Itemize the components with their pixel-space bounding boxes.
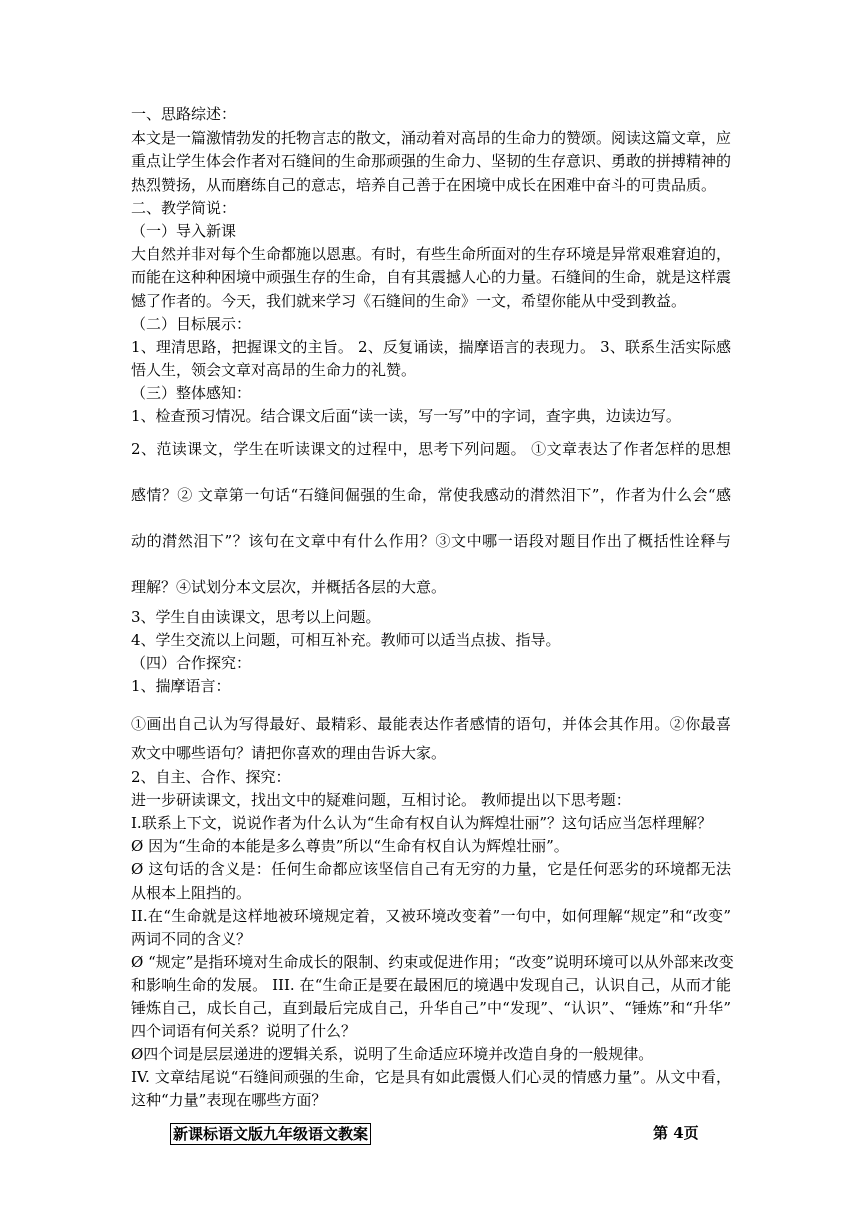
paragraph-line: 2、范读课文，学生在听读课文的过程中，思考下列问题。 ①文章表达了作者怎样的思想 [131, 440, 731, 458]
paragraph-line: 感情？② 文章第一句话“石缝间倔强的生命，常使我感动的潸然泪下”，作者为什么会“感 [131, 486, 731, 504]
paragraph-line: 本文是一篇激情勃发的托物言志的散文，涌动着对高昂的生命力的赞颂。阅读这篇文章，应 [131, 129, 732, 147]
question-line: 这种“力量”表现在哪些方面？ [131, 1091, 327, 1109]
subsection-heading: （三）整体感知： [131, 384, 252, 402]
paragraph-line: 大自然并非对每个生命都施以恩惠。有时，有些生命所面对的生存环境是异常艰难窘迫的， [131, 245, 732, 263]
subsection-heading: （四）合作探究： [131, 654, 252, 672]
paragraph-line: 1、检查预习情况。结合课文后面“读一读，写一写”中的字词，查字典，边读边写。 [131, 407, 681, 425]
paragraph-line: 重点让学生体会作者对石缝间的生命那顽强的生命力、坚韧的生存意识、勇敢的拼搏精神的 [131, 152, 732, 170]
paragraph-line: 而能在这种种困境中顽强生存的生命，自有其震撼人心的力量。石缝间的生命，就是这样震 [131, 268, 732, 286]
section-heading: 一、思路综述： [131, 105, 237, 123]
question-line: 四个词语有何关系？说明了什么？ [131, 1022, 357, 1040]
page-number: 第 4页 [653, 1124, 699, 1142]
subsection-heading: （二）目标展示： [131, 315, 252, 333]
paragraph-line: 憾了作者的。今天，我们就来学习《石缝间的生命》一文，希望你能从中受到教益。 [131, 292, 687, 310]
paragraph-line: 理解？④试划分本文层次，并概括各层的大意。 [131, 578, 447, 596]
question-line: IV. 文章结尾说“石缝间顽强的生命，它是具有如此震慑人们心灵的情感力量”。从文中看， [131, 1068, 731, 1086]
answer-line: Ø 这句话的含义是：任何生命都应该坚信自己有无穷的力量，它是任何恶劣的环境都无法 [131, 860, 731, 878]
paragraph-line: 动的潸然泪下”？该句在文章中有什么作用？③文中哪一语段对题目作出了概括性诠释与 [131, 532, 731, 550]
question-line: 锤炼自己，成长自己，直到最后完成自己，升华自己”中“发现”、“认识”、“锤炼”和“升华” [131, 999, 731, 1017]
subsection-heading: （一）导入新课 [131, 222, 237, 240]
paragraph-line: 悟人生，领会文章对高昂的生命力的礼赞。 [131, 361, 417, 379]
answer-line: 和影响生命的发展。 III. 在“生命正是要在最困厄的境遇中发现自己，认识自己，从而才能 [131, 976, 731, 994]
answer-line: Ø 因为“生命的本能是多么尊贵”所以“生命有权自认为辉煌壮丽”。 [131, 837, 569, 855]
answer-line: Ø四个词是层层递进的逻辑关系，说明了生命适应环境并改造自身的一般规律。 [131, 1045, 654, 1063]
paragraph-line: 1、理清思路，把握课文的主旨。 2、反复诵读，揣摩语言的表现力。 3、联系生活实际感 [131, 338, 731, 356]
footer-title: 新课标语文版九年级语文教案 [170, 1123, 371, 1145]
paragraph-line: 2、自主、合作、探究： [131, 768, 291, 786]
question-line: II.在“生命就是这样地被环境规定着，又被环境改变着”一句中，如何理解“规定”和“改变” [131, 907, 731, 925]
answer-line: Ø “规定”是指环境对生命成长的限制、约束或促进作用；“改变”说明环境可以从外部来改变 [131, 953, 734, 971]
paragraph-line: 热烈赞扬，从而磨练自己的意志，培养自己善于在困境中成长在困难中奋斗的可贵品质。 [131, 176, 717, 194]
question-line: 两词不同的含义？ [131, 930, 252, 948]
paragraph-line: 4、学生交流以上问题，可相互补充。教师可以适当点拔、指导。 [131, 631, 561, 649]
paragraph-line: 3、学生自由读课文，思考以上问题。 [131, 608, 381, 626]
paragraph-line: ①画出自己认为写得最好、最精彩、最能表达作者感情的语句，并体会其作用。②你最喜 [131, 715, 731, 733]
section-heading: 二、教学简说： [131, 199, 237, 217]
paragraph-line: 进一步研读课文，找出文中的疑难问题，互相讨论。 教师提出以下思考题： [131, 791, 631, 809]
paragraph-line: 1、揣摩语言： [131, 677, 231, 695]
question-line: I.联系上下文，说说作者为什么认为“生命有权自认为辉煌壮丽”？这句话应当怎样理解？ [131, 814, 713, 832]
answer-line: 从根本上阻挡的。 [131, 884, 252, 902]
paragraph-line: 欢文中哪些语句？请把你喜欢的理由告诉大家。 [131, 744, 447, 762]
